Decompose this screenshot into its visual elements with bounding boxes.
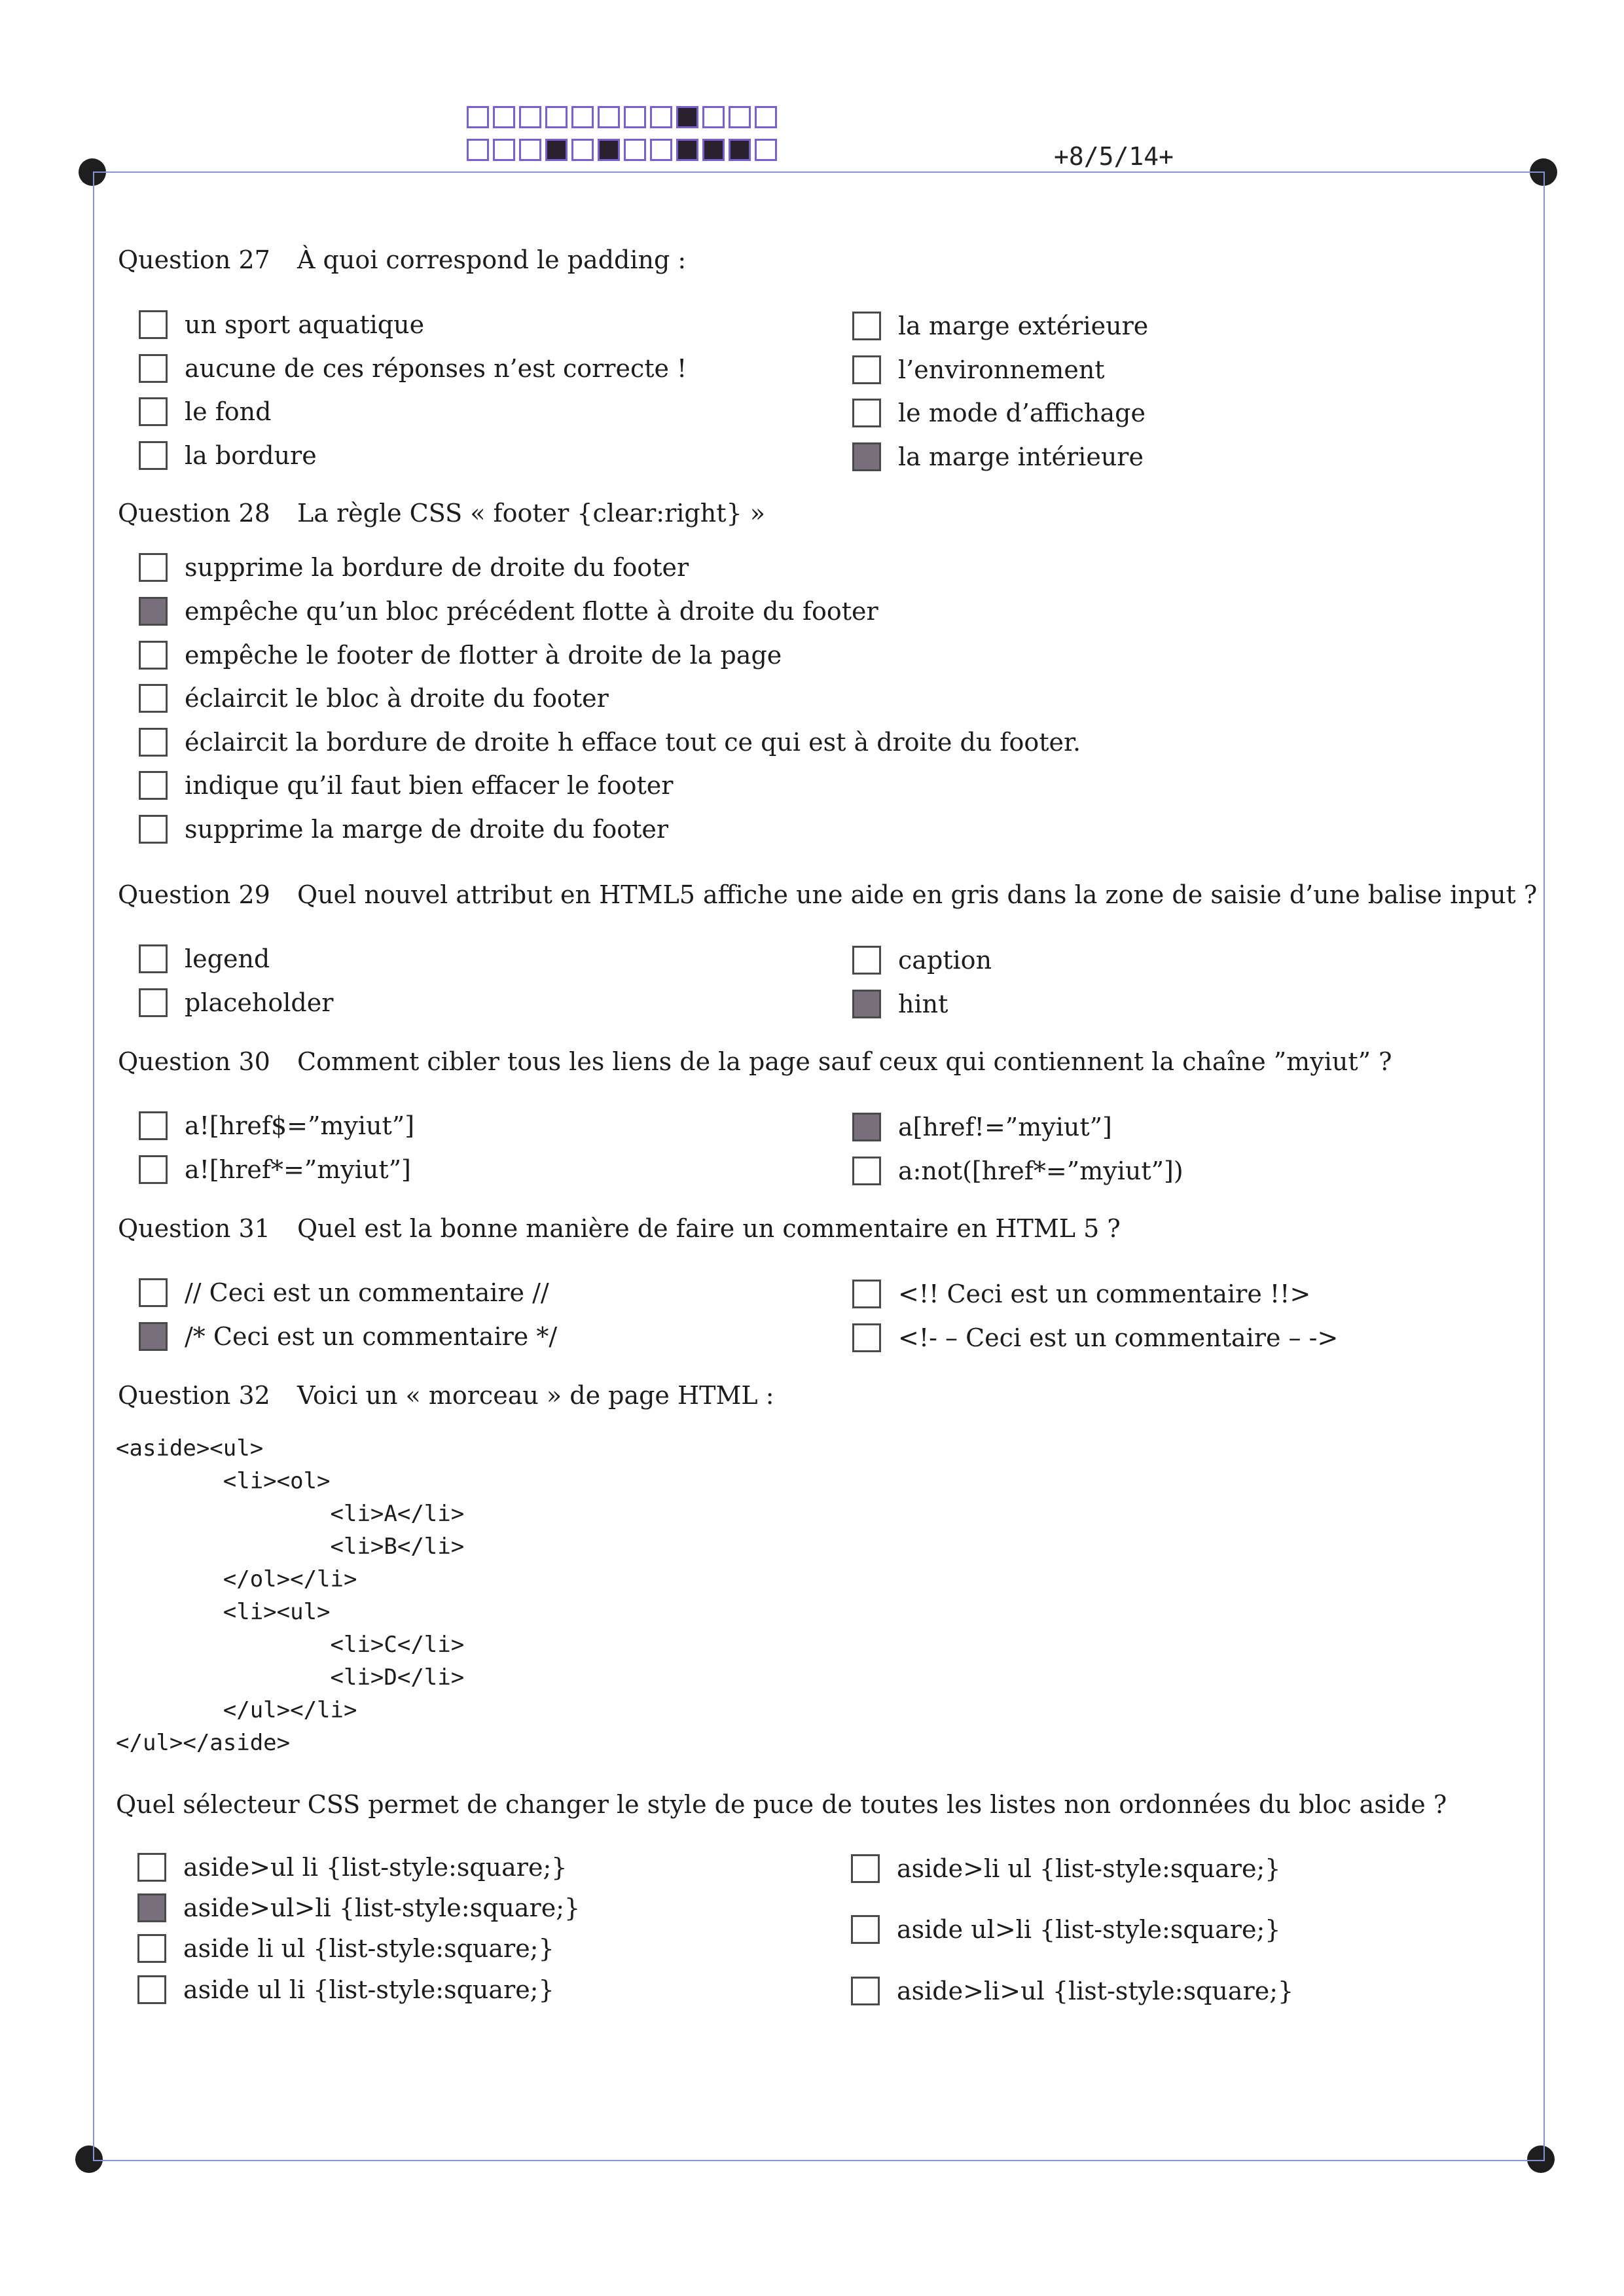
barcode-cell	[702, 106, 725, 128]
answer-checkbox[interactable]	[852, 399, 881, 427]
barcode-cell	[545, 139, 568, 161]
q30-option[interactable]	[139, 1155, 411, 1184]
barcode-cell	[624, 139, 646, 161]
q28-option[interactable]	[139, 815, 668, 844]
option-label: // Ceci est un commentaire //	[185, 1278, 549, 1307]
q32-option[interactable]	[137, 1893, 580, 1922]
barcode-cell	[650, 139, 672, 161]
option-label: caption	[898, 946, 992, 975]
option-label: aside>ul li {list-style:square;}	[183, 1853, 568, 1882]
option-label: aside ul>li {list-style:square;}	[897, 1915, 1281, 1944]
answer-checkbox[interactable]	[852, 990, 881, 1018]
question-number: Question 29	[118, 880, 270, 909]
barcode-row-top	[467, 106, 781, 128]
option-label: a![href*=”myiut”]	[185, 1155, 411, 1184]
question-text: À quoi correspond le padding :	[297, 245, 687, 274]
answer-checkbox[interactable]	[139, 553, 168, 582]
q31-option[interactable]	[139, 1322, 557, 1351]
question-28-heading	[118, 499, 765, 528]
barcode-cell	[729, 106, 751, 128]
q32-option[interactable]	[851, 1854, 1280, 1883]
answer-checkbox[interactable]	[139, 988, 168, 1017]
question-text: La règle CSS « footer {clear:right} »	[297, 499, 765, 528]
q28-option[interactable]	[139, 684, 609, 713]
barcode-cell	[467, 106, 489, 128]
answer-checkbox[interactable]	[137, 1934, 166, 1963]
q30-option[interactable]	[852, 1113, 1112, 1141]
option-label: le mode d’affichage	[898, 399, 1146, 427]
barcode-cell	[519, 139, 541, 161]
option-label: la marge extérieure	[898, 312, 1149, 340]
barcode-cell	[676, 139, 698, 161]
answer-checkbox[interactable]	[852, 1113, 881, 1141]
answer-checkbox[interactable]	[852, 442, 881, 471]
option-label: hint	[898, 990, 948, 1018]
barcode-cell	[676, 106, 698, 128]
barcode-cell	[571, 139, 594, 161]
answer-checkbox[interactable]	[851, 1854, 880, 1883]
answer-checkbox[interactable]	[852, 946, 881, 975]
answer-checkbox[interactable]	[851, 1977, 880, 2005]
q31-option[interactable]	[852, 1323, 1338, 1352]
barcode-cell	[493, 106, 515, 128]
answer-checkbox[interactable]	[139, 815, 168, 844]
answer-checkbox[interactable]	[852, 1157, 881, 1185]
q29-option[interactable]	[139, 988, 333, 1017]
answer-checkbox[interactable]	[139, 1322, 168, 1351]
q31-option[interactable]	[852, 1280, 1310, 1308]
answer-checkbox[interactable]	[139, 944, 168, 973]
answer-checkbox[interactable]	[852, 312, 881, 340]
question-number: Question 31	[118, 1214, 270, 1243]
option-label: la marge intérieure	[898, 442, 1144, 471]
question-text: Voici un « morceau » de page HTML :	[297, 1381, 774, 1410]
answer-checkbox[interactable]	[139, 728, 168, 757]
answer-checkbox[interactable]	[139, 641, 168, 670]
q29-option[interactable]	[852, 946, 992, 975]
option-label: empêche qu’un bloc précédent flotte à droite du footer	[185, 597, 878, 626]
answer-checkbox[interactable]	[139, 441, 168, 470]
answer-checkbox[interactable]	[851, 1915, 880, 1944]
answer-checkbox[interactable]	[139, 354, 168, 383]
question-text: Quel est la bonne manière de faire un commentaire en HTML 5 ?	[297, 1214, 1121, 1243]
barcode-cell	[650, 106, 672, 128]
option-label: aucune de ces réponses n’est correcte !	[185, 354, 687, 383]
answer-checkbox[interactable]	[139, 684, 168, 713]
q27-option[interactable]	[852, 355, 1105, 384]
q32-option[interactable]	[137, 1934, 554, 1963]
q30-option[interactable]	[852, 1157, 1183, 1185]
option-label: a![href$=”myiut”]	[185, 1111, 415, 1140]
barcode-cell	[467, 139, 489, 161]
q28-option[interactable]	[139, 728, 1081, 757]
page-id: +8/5/14+	[1054, 142, 1174, 171]
question-text: Quel nouvel attribut en HTML5 affiche une aide en gris dans la zone de saisie d’une balise input ?	[297, 880, 1538, 909]
option-label: placeholder	[185, 988, 334, 1017]
answer-checkbox[interactable]	[137, 1853, 166, 1882]
q27-option[interactable]	[139, 441, 317, 470]
option-label: le fond	[185, 397, 272, 426]
q27-option[interactable]	[852, 312, 1148, 340]
option-label: legend	[185, 944, 270, 973]
q27-option[interactable]	[139, 310, 424, 339]
option-label: aside>li>ul {list-style:square;}	[897, 1977, 1294, 2005]
answer-checkbox[interactable]	[137, 1893, 166, 1922]
q28-option[interactable]	[139, 597, 878, 626]
option-label: supprime la bordure de droite du footer	[185, 553, 689, 582]
html-code-snippet: <aside><ul> <li><ol> <li>A</li> <li>B</li> </ol></li> <li><ul> <li>C</li> <li>D</li> </ul></li> </ul></aside>	[116, 1435, 465, 1756]
option-label: a[href!=”myiut”]	[898, 1113, 1112, 1141]
q32-option[interactable]	[137, 1975, 554, 2004]
barcode-cell	[755, 139, 777, 161]
option-label: a:not([href*=”myiut”])	[898, 1157, 1183, 1185]
q29-option[interactable]	[139, 944, 270, 973]
answer-checkbox[interactable]	[139, 397, 168, 426]
barcode-cell	[598, 139, 620, 161]
option-label: <!! Ceci est un commentaire !!>	[898, 1280, 1311, 1308]
q27-option[interactable]	[852, 399, 1146, 427]
barcode-cell	[624, 106, 646, 128]
answer-checkbox[interactable]	[852, 1323, 881, 1352]
option-label: l’environnement	[898, 355, 1105, 384]
question-29-heading	[118, 880, 1537, 909]
option-label: éclaircit la bordure de droite h efface tout ce qui est à droite du footer.	[185, 728, 1081, 757]
question-27-heading	[118, 245, 686, 274]
q32-option[interactable]	[851, 1915, 1280, 1944]
q32-option[interactable]	[851, 1977, 1293, 2005]
answer-checkbox[interactable]	[139, 1111, 168, 1140]
answer-checkbox[interactable]	[139, 1155, 168, 1184]
question-number: Question 32	[118, 1381, 270, 1410]
q27-option[interactable]	[139, 397, 271, 426]
question-32-heading	[118, 1381, 774, 1410]
barcode-cell	[545, 106, 568, 128]
question-text: Comment cibler tous les liens de la page sauf ceux qui contiennent la chaîne ”myiut” ?	[297, 1047, 1392, 1076]
option-label: aside>li ul {list-style:square;}	[897, 1854, 1281, 1883]
option-label: la bordure	[185, 441, 317, 470]
barcode-row-bottom	[467, 139, 781, 161]
answer-checkbox[interactable]	[139, 1278, 168, 1307]
barcode-cell	[571, 106, 594, 128]
option-label: aside>ul>li {list-style:square;}	[183, 1893, 581, 1922]
q31-option[interactable]	[139, 1278, 549, 1307]
option-label: indique qu’il faut bien effacer le footer	[185, 771, 674, 800]
q27-option[interactable]	[852, 442, 1144, 471]
question-31-heading	[118, 1214, 1121, 1243]
barcode-cell	[598, 106, 620, 128]
answer-checkbox[interactable]	[139, 310, 168, 339]
barcode-cell	[493, 139, 515, 161]
q28-option[interactable]	[139, 771, 673, 800]
barcode-cell	[702, 139, 725, 161]
question-number: Question 27	[118, 245, 270, 274]
q28-option[interactable]	[139, 641, 782, 670]
question-number: Question 30	[118, 1047, 270, 1076]
q30-option[interactable]	[139, 1111, 414, 1140]
barcode-cell	[755, 106, 777, 128]
answer-checkbox[interactable]	[852, 1280, 881, 1308]
option-label: <!- – Ceci est un commentaire – ->	[898, 1323, 1339, 1352]
q28-option[interactable]	[139, 553, 689, 582]
option-label: aside li ul {list-style:square;}	[183, 1934, 554, 1963]
question-32-prompt: Quel sélecteur CSS permet de changer le style de puce de toutes les listes non ordonnées du bloc aside ?	[116, 1790, 1447, 1819]
answer-checkbox[interactable]	[852, 355, 881, 384]
option-label: un sport aquatique	[185, 310, 425, 339]
option-label: supprime la marge de droite du footer	[185, 815, 669, 844]
answer-checkbox[interactable]	[137, 1975, 166, 2004]
answer-checkbox[interactable]	[139, 771, 168, 800]
q32-option[interactable]	[137, 1853, 567, 1882]
q27-option[interactable]	[139, 354, 687, 383]
q29-option[interactable]	[852, 990, 948, 1018]
barcode-cell	[519, 106, 541, 128]
option-label: /* Ceci est un commentaire */	[185, 1322, 558, 1351]
option-label: éclaircit le bloc à droite du footer	[185, 684, 609, 713]
question-number: Question 28	[118, 499, 270, 528]
question-30-heading	[118, 1047, 1392, 1076]
option-label: empêche le footer de flotter à droite de la page	[185, 641, 782, 670]
barcode-cell	[729, 139, 751, 161]
option-label: aside ul li {list-style:square;}	[183, 1975, 554, 2004]
answer-checkbox[interactable]	[139, 597, 168, 626]
